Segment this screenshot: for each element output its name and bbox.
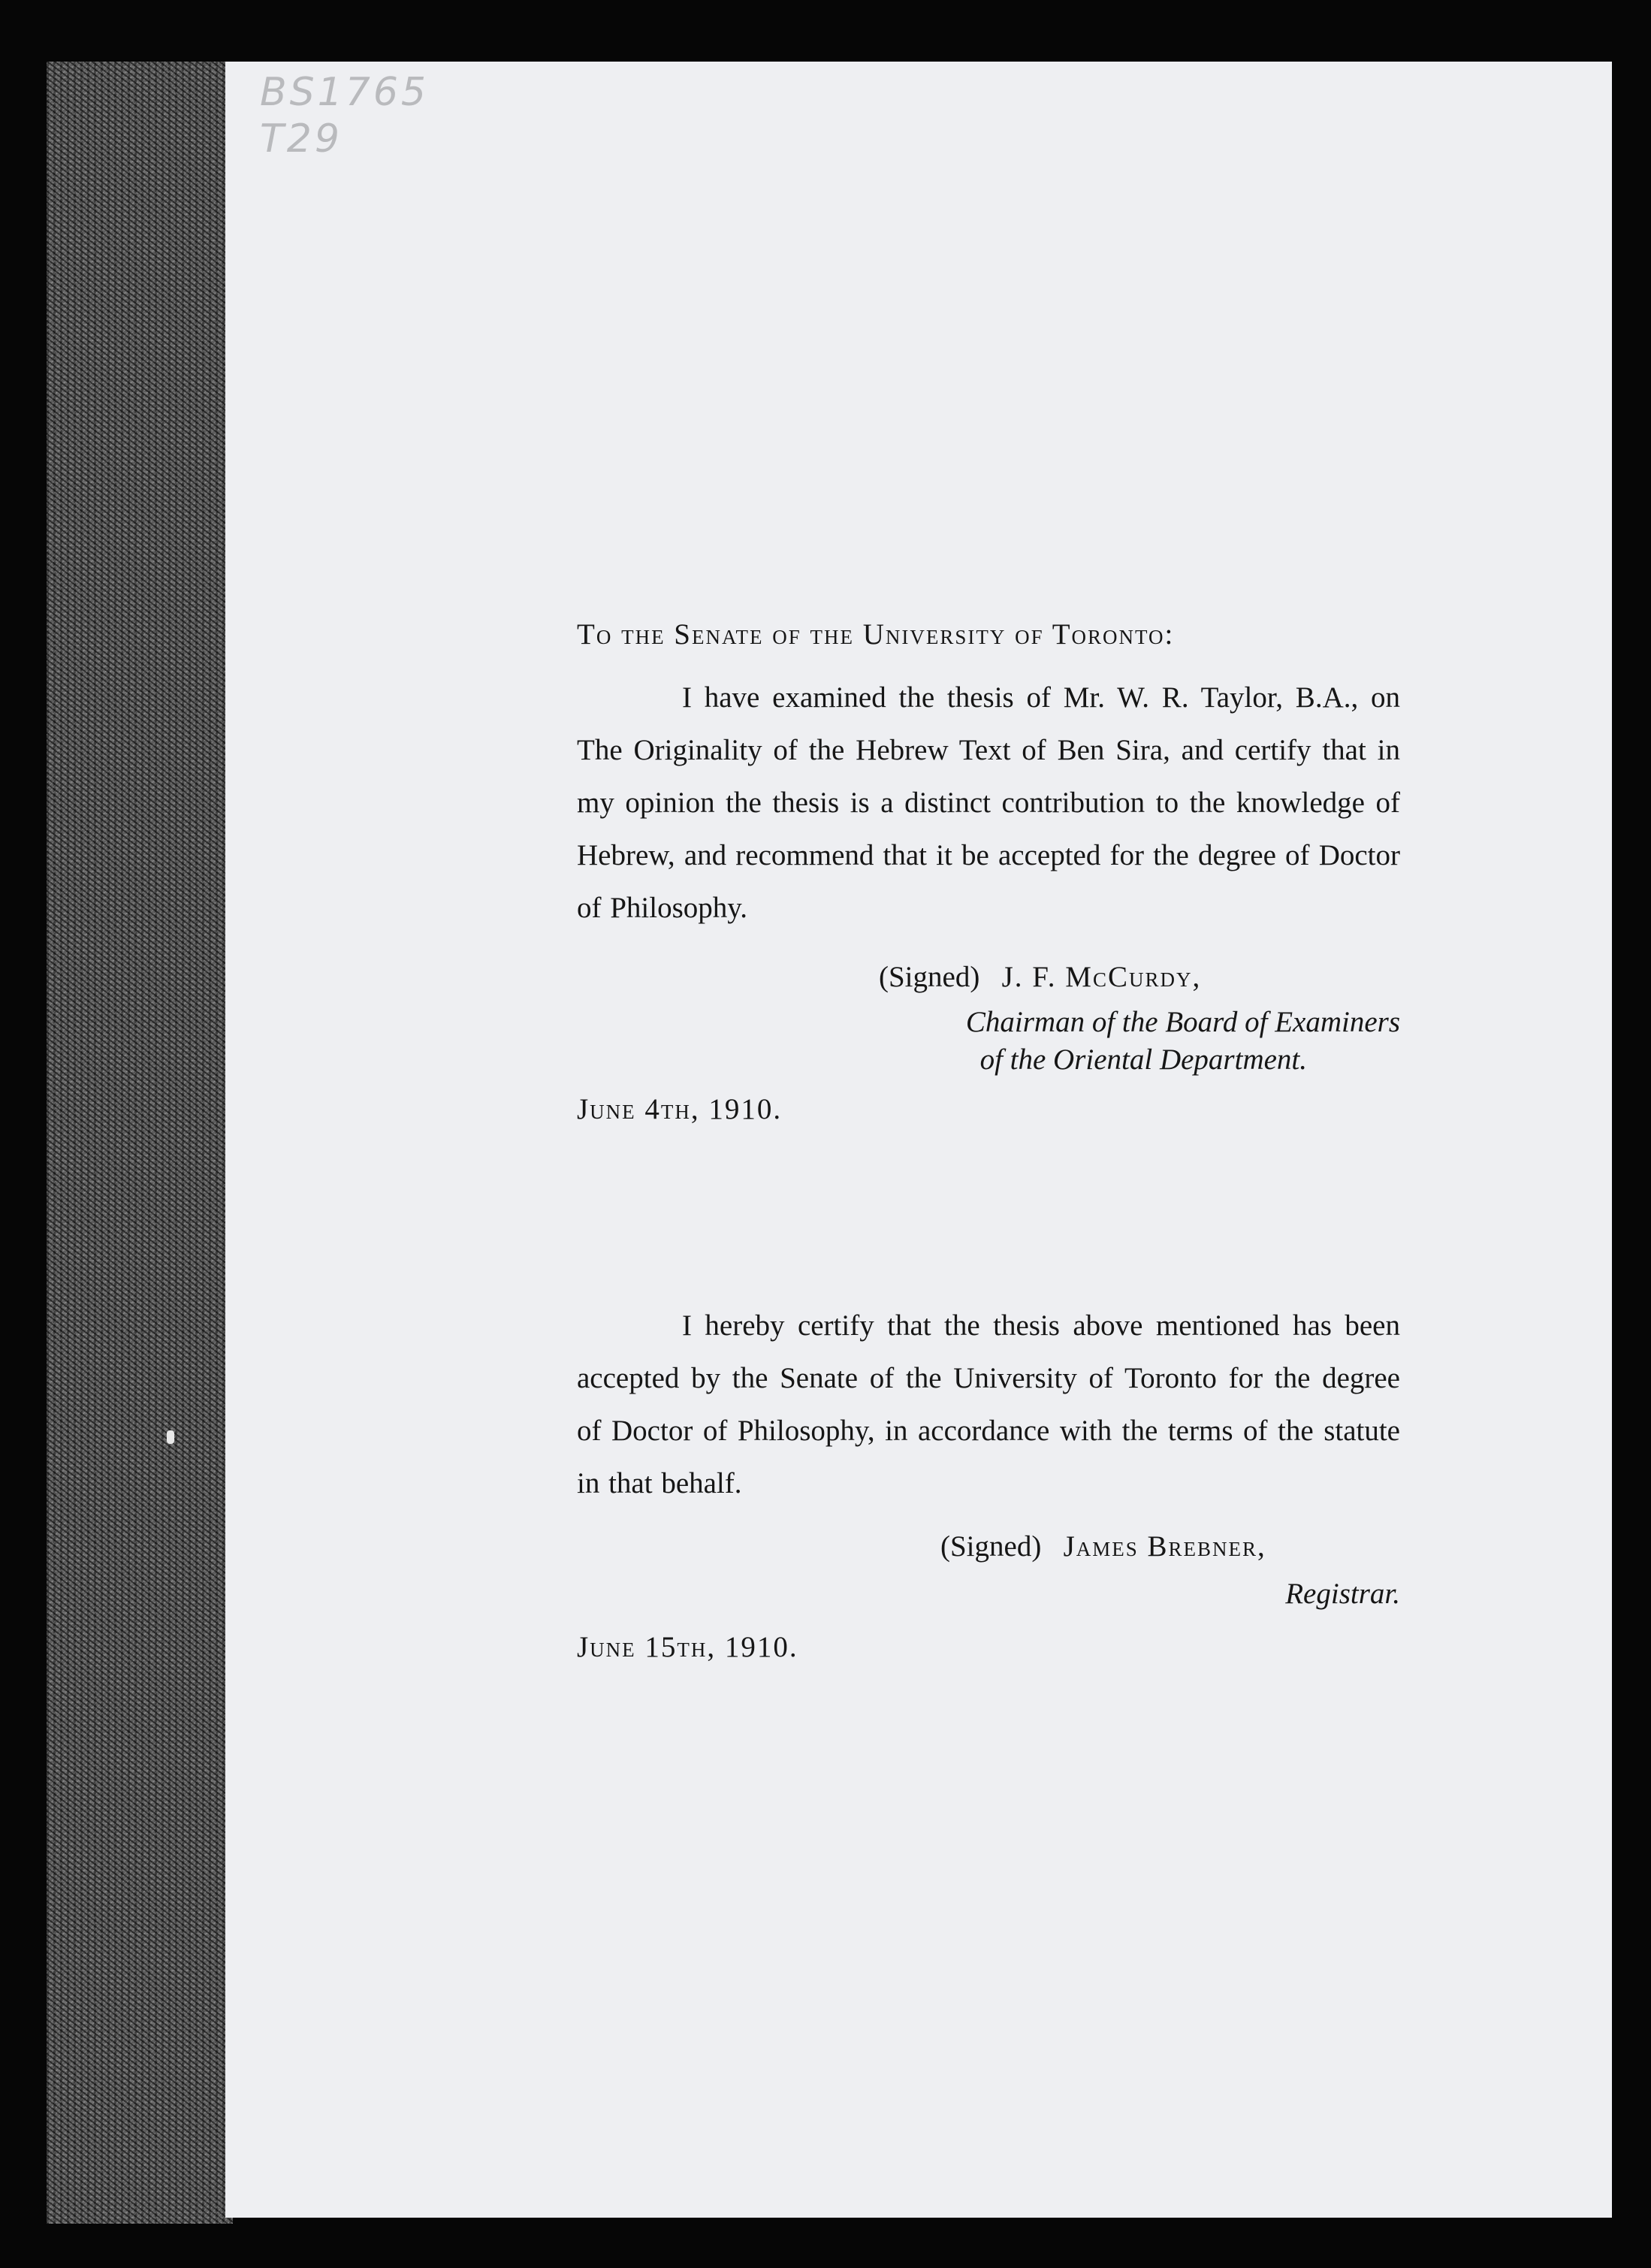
examiner-name: J. F. McCurdy, — [1001, 961, 1202, 993]
registrar-name: James Brebner, — [1063, 1530, 1266, 1563]
signed-label: (Signed) — [879, 961, 980, 993]
signed-label-2: (Signed) — [940, 1530, 1042, 1563]
salutation: To the Senate of the University of Toronto: — [577, 618, 1175, 651]
pencil-shelf-mark — [260, 69, 429, 162]
examiner-date: June 4th, 1910. — [577, 1093, 783, 1125]
examiner-title-line-2: of the Oriental Department. — [979, 1043, 1307, 1076]
book-binding-strip — [47, 62, 233, 2224]
registrar-signature-line — [577, 1521, 1400, 1573]
registrar-title: Registrar. — [1285, 1578, 1400, 1610]
paper-speck — [167, 1430, 174, 1444]
certificate-text — [577, 609, 1400, 1674]
examiner-title-line-1: Chairman of the Board of Examiners — [965, 1006, 1400, 1038]
examiner-signature-line — [577, 951, 1400, 1004]
registrar-certification-paragraph: I hereby certify that the thesis above mentioned has been accepted by the Senate of the University of Toronto for the degree of Doctor of Philosophy, in accordance with the terms of the statute in that behalf. — [577, 1309, 1400, 1499]
section-gap — [577, 1136, 1400, 1300]
shelf-mark-line-2: T29 — [260, 116, 343, 162]
registrar-date: June 15th, 1910. — [577, 1631, 798, 1663]
shelf-mark-line-1: BS1765 — [260, 70, 430, 115]
examiner-certification-paragraph: I have examined the thesis of Mr. W. R. Taylor, B.A., on The Originality of the Hebrew Text of Ben Sira, and certify that in my opinion the thesis is a distinct contribution to the knowledge of Hebrew, and recommend that it be accepted for the degree of Doctor of Philosophy. — [577, 681, 1400, 924]
